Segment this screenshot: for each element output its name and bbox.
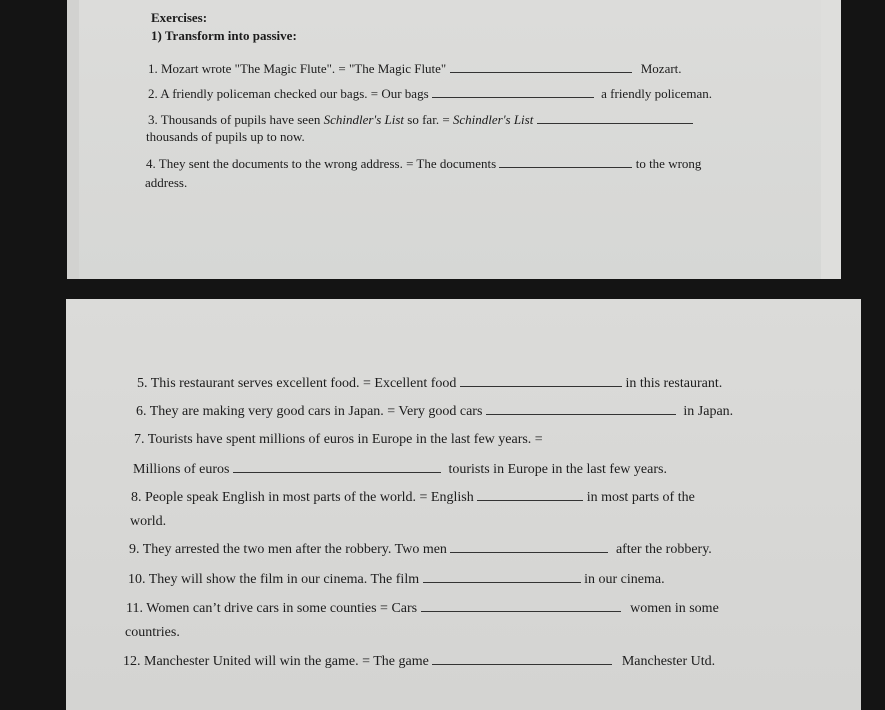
- item-ending: to the wrong: [635, 156, 702, 171]
- item-ending: in this restaurant.: [625, 376, 723, 391]
- item-number: 8.: [131, 490, 142, 505]
- item-number: 11.: [126, 601, 143, 616]
- item-sentence: They arrested the two men after the robbery. Two men: [142, 542, 447, 557]
- answer-blank[interactable]: [421, 600, 621, 612]
- item-number: 5.: [137, 376, 148, 391]
- item-number: 2.: [148, 86, 158, 101]
- exercise-item-2: [148, 86, 712, 101]
- item-7-continuation: [133, 461, 667, 478]
- exercise-item-10: [128, 571, 665, 588]
- book-title: Schindler's List: [452, 112, 534, 127]
- exercise-item-1: [148, 61, 682, 76]
- item-sentence: A friendly policeman checked our bags. = Our bags: [160, 86, 429, 101]
- item-start: Millions of euros: [133, 462, 230, 477]
- item-ending: Manchester Utd.: [621, 654, 716, 669]
- item-sentence: They are making very good cars in Japan. = Very good cars: [149, 404, 483, 419]
- item-sentence: Manchester United will win the game. = The game: [144, 654, 429, 669]
- exercises-heading: Exercises:: [151, 10, 208, 25]
- item-number: 10.: [128, 572, 146, 587]
- item-number: 3.: [148, 112, 158, 127]
- answer-blank[interactable]: [537, 112, 693, 124]
- exercise-item-9: [129, 541, 712, 558]
- item-sentence: This restaurant serves excellent food. = Excellent food: [150, 376, 457, 391]
- item-ending: in our cinema.: [584, 572, 665, 587]
- item-ending: a friendly policeman.: [601, 86, 712, 101]
- item-sentence: People speak English in most parts of the world. = English: [145, 490, 474, 505]
- section-title: 1) Transform into passive:: [151, 28, 297, 43]
- item-3-continuation: thousands of pupils up to now.: [146, 129, 305, 144]
- answer-blank[interactable]: [499, 156, 632, 168]
- answer-blank[interactable]: [450, 541, 608, 553]
- answer-blank[interactable]: [477, 489, 583, 501]
- exercise-item-4: [146, 156, 701, 171]
- page-edge: [821, 0, 841, 279]
- item-ending: women in some: [630, 601, 719, 616]
- item-sentence-b: so far. =: [404, 112, 453, 127]
- item-sentence: Mozart wrote "The Magic Flute". = "The Magic Flute": [161, 61, 447, 76]
- item-sentence: They will show the film in our cinema. The film: [148, 572, 420, 587]
- item-number: 12.: [123, 654, 141, 669]
- book-title: Schindler's List: [323, 112, 405, 127]
- item-number: 4.: [146, 156, 156, 171]
- item-sentence: Women can’t drive cars in some counties = Cars: [146, 601, 418, 616]
- item-sentence: They sent the documents to the wrong address. = The documents: [158, 156, 497, 171]
- item-number: 9.: [129, 542, 140, 557]
- exercise-item-7: [134, 432, 543, 448]
- item-ending: in Japan.: [683, 404, 734, 419]
- answer-blank[interactable]: [432, 86, 594, 98]
- exercise-item-5: [137, 375, 722, 392]
- answer-blank[interactable]: [486, 403, 676, 415]
- item-ending: Mozart.: [640, 61, 682, 76]
- item-ending: tourists in Europe in the last few years.: [448, 462, 667, 477]
- item-number: 1.: [148, 61, 158, 76]
- item-ending: after the robbery.: [615, 542, 712, 557]
- answer-blank[interactable]: [432, 653, 612, 665]
- answer-blank[interactable]: [450, 61, 632, 73]
- answer-blank[interactable]: [460, 375, 622, 387]
- answer-blank[interactable]: [233, 461, 441, 473]
- item-number: 7.: [134, 432, 145, 447]
- item-sentence: Tourists have spent millions of euros in Europe in the last few years. =: [147, 432, 543, 447]
- answer-blank[interactable]: [423, 571, 581, 583]
- exercise-item-8: [131, 489, 695, 506]
- exercise-item-12: [123, 653, 715, 670]
- item-number: 6.: [136, 404, 147, 419]
- item-sentence-a: Thousands of pupils have seen: [160, 112, 324, 127]
- item-11-continuation: countries.: [125, 625, 180, 640]
- item-ending: in most parts of the: [586, 490, 695, 505]
- exercise-item-11: [126, 600, 719, 617]
- item-8-continuation: world.: [130, 514, 167, 529]
- item-4-continuation: address.: [145, 175, 188, 190]
- exercise-item-6: [136, 403, 733, 420]
- exercise-item-3: [148, 112, 693, 127]
